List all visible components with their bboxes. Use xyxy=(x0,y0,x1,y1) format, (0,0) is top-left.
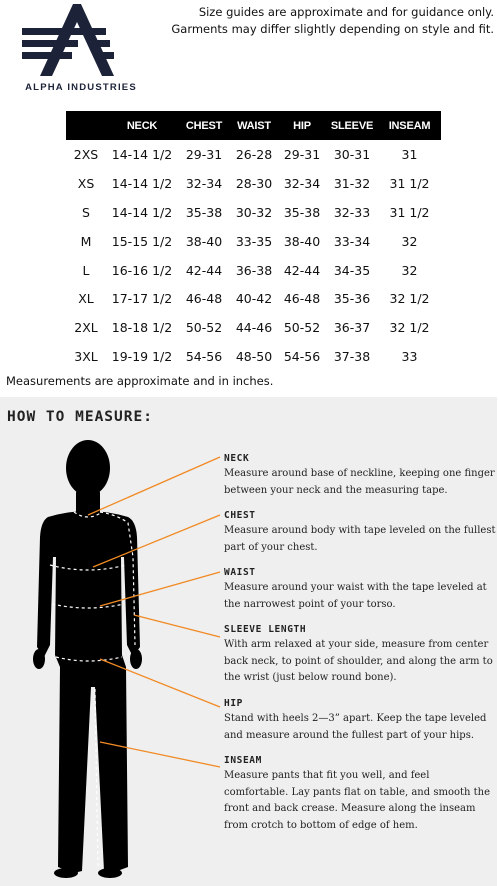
sleeve-cell: 32-33 xyxy=(333,204,371,220)
disclaimer-line: Size guides are approximate and for guidance only. xyxy=(198,5,494,19)
waist-cell: 33-35 xyxy=(235,233,273,249)
measure-neck xyxy=(224,453,496,499)
sleeve-cell: 33-34 xyxy=(333,233,371,249)
measure-hip xyxy=(224,698,496,744)
size-cell: L xyxy=(82,262,90,278)
waist-cell: 48-50 xyxy=(235,349,273,365)
size-chart xyxy=(66,111,441,371)
neck-cell: 14-14 1/2 xyxy=(111,146,173,162)
neck-cell: 14-14 1/2 xyxy=(111,204,173,220)
column-header: HIP xyxy=(278,111,326,140)
hip-cell: 42-44 xyxy=(283,262,321,278)
size-cell: XL xyxy=(78,291,94,307)
sleeve-cell: 37-38 xyxy=(333,349,371,365)
sleeve-cell: 31-32 xyxy=(333,175,371,191)
inseam-cell: 31 1/2 xyxy=(389,204,430,220)
body-silhouette-icon xyxy=(33,440,142,878)
table-row xyxy=(66,342,441,371)
size-cell: S xyxy=(82,204,90,220)
waist-cell: 36-38 xyxy=(235,262,273,278)
table-row xyxy=(66,313,441,342)
sleeve-cell: 36-37 xyxy=(333,320,371,336)
column-header: WAIST xyxy=(230,111,278,140)
measure-title: INSEAM xyxy=(224,755,262,766)
neck-cell: 17-17 1/2 xyxy=(111,291,173,307)
how-to-measure-section xyxy=(0,397,497,886)
waist-cell: 44-46 xyxy=(235,320,273,336)
inseam-cell: 32 1/2 xyxy=(389,291,430,307)
table-row xyxy=(66,198,441,227)
chest-cell: 54-56 xyxy=(185,349,223,365)
waist-cell: 28-30 xyxy=(235,175,273,191)
table-row xyxy=(66,169,441,198)
hip-cell: 32-34 xyxy=(283,175,321,191)
inseam-cell: 32 xyxy=(401,233,418,249)
table-row xyxy=(66,284,441,313)
neck-cell: 19-19 1/2 xyxy=(111,349,173,365)
measurement-note: Measurements are approximate and in inches. xyxy=(6,374,274,388)
column-header: NECK xyxy=(106,111,178,140)
column-header: INSEAM xyxy=(378,111,441,140)
measure-title: CHEST xyxy=(224,510,256,521)
measure-title: WAIST xyxy=(224,567,256,578)
chest-cell: 29-31 xyxy=(185,146,223,162)
measure-text: Stand with heels 2—3” apart. Keep the tape leveled and measure around the fullest part of your hips. xyxy=(224,713,487,741)
hip-cell: 50-52 xyxy=(283,320,321,336)
chest-cell: 38-40 xyxy=(185,233,223,249)
size-table xyxy=(66,111,441,371)
table-row xyxy=(66,227,441,256)
column-header: SLEEVE xyxy=(326,111,378,140)
size-cell: 2XL xyxy=(74,320,98,336)
alpha-logo-icon xyxy=(18,2,128,80)
hip-cell: 29-31 xyxy=(283,146,321,162)
size-cell: 2XS xyxy=(73,146,99,162)
measure-chest xyxy=(224,510,496,556)
measure-title: NECK xyxy=(224,453,250,464)
sleeve-cell: 30-31 xyxy=(333,146,371,162)
inseam-cell: 32 xyxy=(401,262,418,278)
measure-text: Measure around your waist with the tape leveled at the narrowest point of your torso. xyxy=(224,582,487,610)
column-header xyxy=(66,111,106,140)
waist-cell: 26-28 xyxy=(235,146,273,162)
measure-title: HIP xyxy=(224,698,243,709)
inseam-cell: 31 xyxy=(401,146,418,162)
size-disclaimer xyxy=(171,4,494,38)
hip-cell: 35-38 xyxy=(283,204,321,220)
waist-cell: 40-42 xyxy=(235,291,273,307)
brand-name: ALPHA INDUSTRIES xyxy=(25,82,137,93)
size-cell: 3XL xyxy=(74,349,98,365)
how-to-measure-title: HOW TO MEASURE: xyxy=(7,409,153,425)
table-row xyxy=(66,140,441,169)
sleeve-cell: 34-35 xyxy=(333,262,371,278)
measure-waist xyxy=(224,567,496,613)
hip-cell: 54-56 xyxy=(283,349,321,365)
inseam-cell: 33 xyxy=(401,349,418,365)
measure-sleeve-length xyxy=(224,624,496,687)
measure-text: Measure pants that fit you well, and feel comfortable. Lay pants flat on table, and smooth the front and back crease. Measure along the inseam from crotch to bottom of edge of hem. xyxy=(224,770,491,831)
chest-cell: 50-52 xyxy=(185,320,223,336)
size-cell: M xyxy=(80,233,92,249)
neck-cell: 14-14 1/2 xyxy=(111,175,173,191)
table-header-row xyxy=(66,111,441,140)
measure-text: Measure around body with tape leveled on the fullest part of your chest. xyxy=(224,525,496,553)
chest-cell: 46-48 xyxy=(185,291,223,307)
measure-text: Measure around base of neckline, keeping one finger between your neck and the measuring tape. xyxy=(224,468,495,496)
hip-cell: 38-40 xyxy=(283,233,321,249)
waist-cell: 30-32 xyxy=(235,204,273,220)
measure-text: With arm relaxed at your side, measure from center back neck, to point of shoulder, and along the arm to the wrist (just below round bone). xyxy=(224,639,493,683)
measure-inseam xyxy=(224,755,496,834)
disclaimer-line: Garments may differ slightly depending on style and fit. xyxy=(171,22,494,36)
sleeve-cell: 35-36 xyxy=(333,291,371,307)
hip-cell: 46-48 xyxy=(283,291,321,307)
size-cell: XS xyxy=(77,175,95,191)
brand-logo xyxy=(6,2,156,94)
column-header: CHEST xyxy=(178,111,230,140)
chest-cell: 42-44 xyxy=(185,262,223,278)
inseam-cell: 31 1/2 xyxy=(389,175,430,191)
chest-cell: 35-38 xyxy=(185,204,223,220)
table-row xyxy=(66,256,441,285)
chest-cell: 32-34 xyxy=(185,175,223,191)
neck-cell: 18-18 1/2 xyxy=(111,320,173,336)
neck-cell: 16-16 1/2 xyxy=(111,262,173,278)
neck-cell: 15-15 1/2 xyxy=(111,233,173,249)
measure-title: SLEEVE LENGTH xyxy=(224,624,307,635)
inseam-cell: 32 1/2 xyxy=(389,320,430,336)
